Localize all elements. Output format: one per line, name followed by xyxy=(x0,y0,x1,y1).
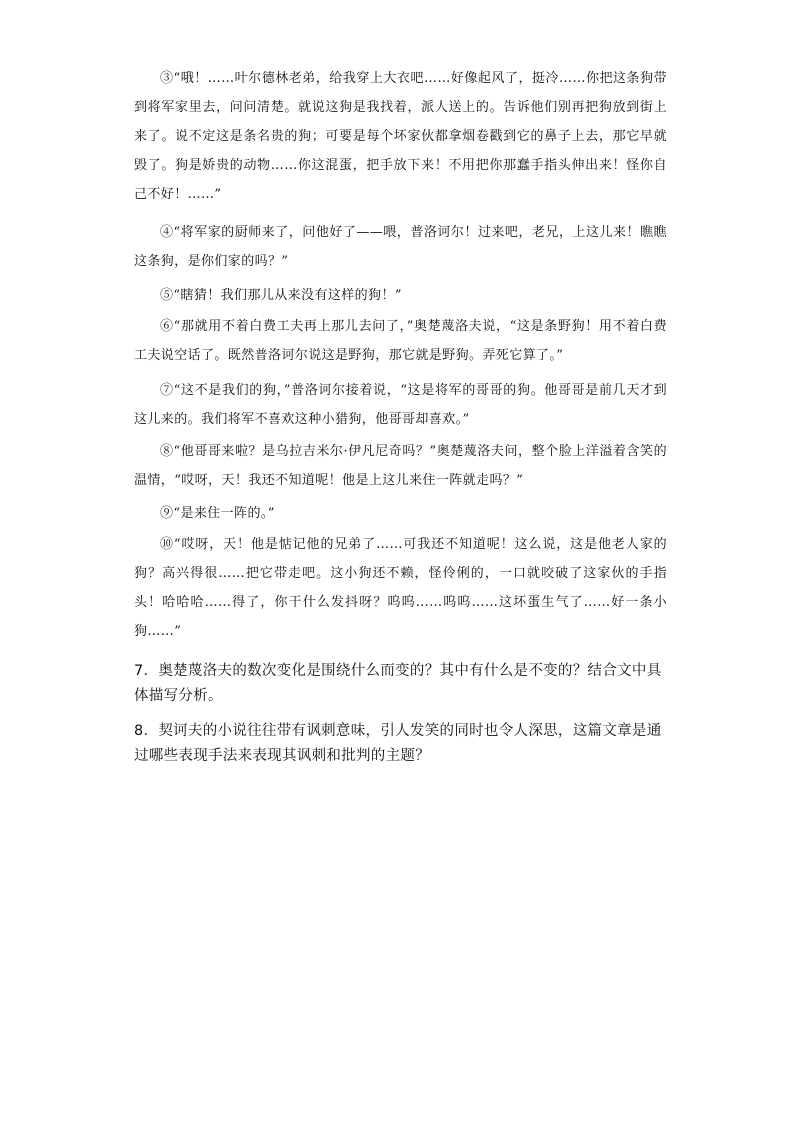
paragraph-4: ④“将军家的厨师来了，问他好了——喂，普洛诃尔！过来吧，老兄，上这儿来！瞧瞧这条狗，是你们家的吗？” xyxy=(134,225,667,269)
paragraph-8: ⑧“他哥哥来啦？是乌拉吉米尔·伊凡尼奇吗？”奥楚蔑洛夫问，整个脸上洋溢着含笑的温情，“哎呀，天！我还不知道呢！他是上这儿来住一阵就走吗？” xyxy=(134,444,667,488)
paragraph-3: ③“哦！……叶尔德林老弟，给我穿上大衣吧……好像起风了，挺冷……你把这条狗带到将军家里去，问问清楚。就说这狗是我找着，派人送上的。告诉他们别再把狗放到街上来了。说不定这是条名贵的狗；可要是每个坏家伙都拿烟卷戳到它的鼻子上去，那它早就毁了。狗是娇贵的动物……你这混蛋，把手放下来！不用把你那蠢手指头伸出来！怪你自己不好！……” xyxy=(134,71,667,202)
question-7: 7．奥楚蔑洛夫的数次变化是围绕什么而变的？其中有什么是不变的？结合文中具体描写分析。 xyxy=(134,663,662,704)
paragraph-7: ⑦“这不是我们的狗，”普洛诃尔接着说，“这是将军的哥哥的狗。他哥哥是前几天才到这儿来的。我们将军不喜欢这种小猎狗，他哥哥却喜欢。” xyxy=(134,383,667,427)
question-8: 8．契诃夫的小说往往带有讽刺意味，引人发笑的同时也令人深思，这篇文章是通过哪些表现手法来表现其讽刺和批判的主题？ xyxy=(134,723,662,764)
paragraph-6: ⑥“那就用不着白费工夫再上那儿去问了，”奥楚蔑洛夫说，“这是条野狗！用不着白费工夫说空话了。既然普洛诃尔说这是野狗，那它就是野狗。弄死它算了。” xyxy=(134,319,667,363)
paragraph-10: ⑩“哎呀，天！他是惦记他的兄弟了……可我还不知道呢！这么说，这是他老人家的狗？高兴得很……把它带走吧。这小狗还不赖，怪伶俐的，一口就咬破了这家伙的手指头！哈哈哈……得了，你干什么发抖呀？呜呜……呜呜……这坏蛋生气了……好一条小狗……” xyxy=(134,537,667,639)
paragraph-9: ⑨“是来住一阵的。” xyxy=(160,506,275,521)
paragraph-5: ⑤“瞎猜！我们那儿从来没有这样的狗！” xyxy=(160,288,402,303)
